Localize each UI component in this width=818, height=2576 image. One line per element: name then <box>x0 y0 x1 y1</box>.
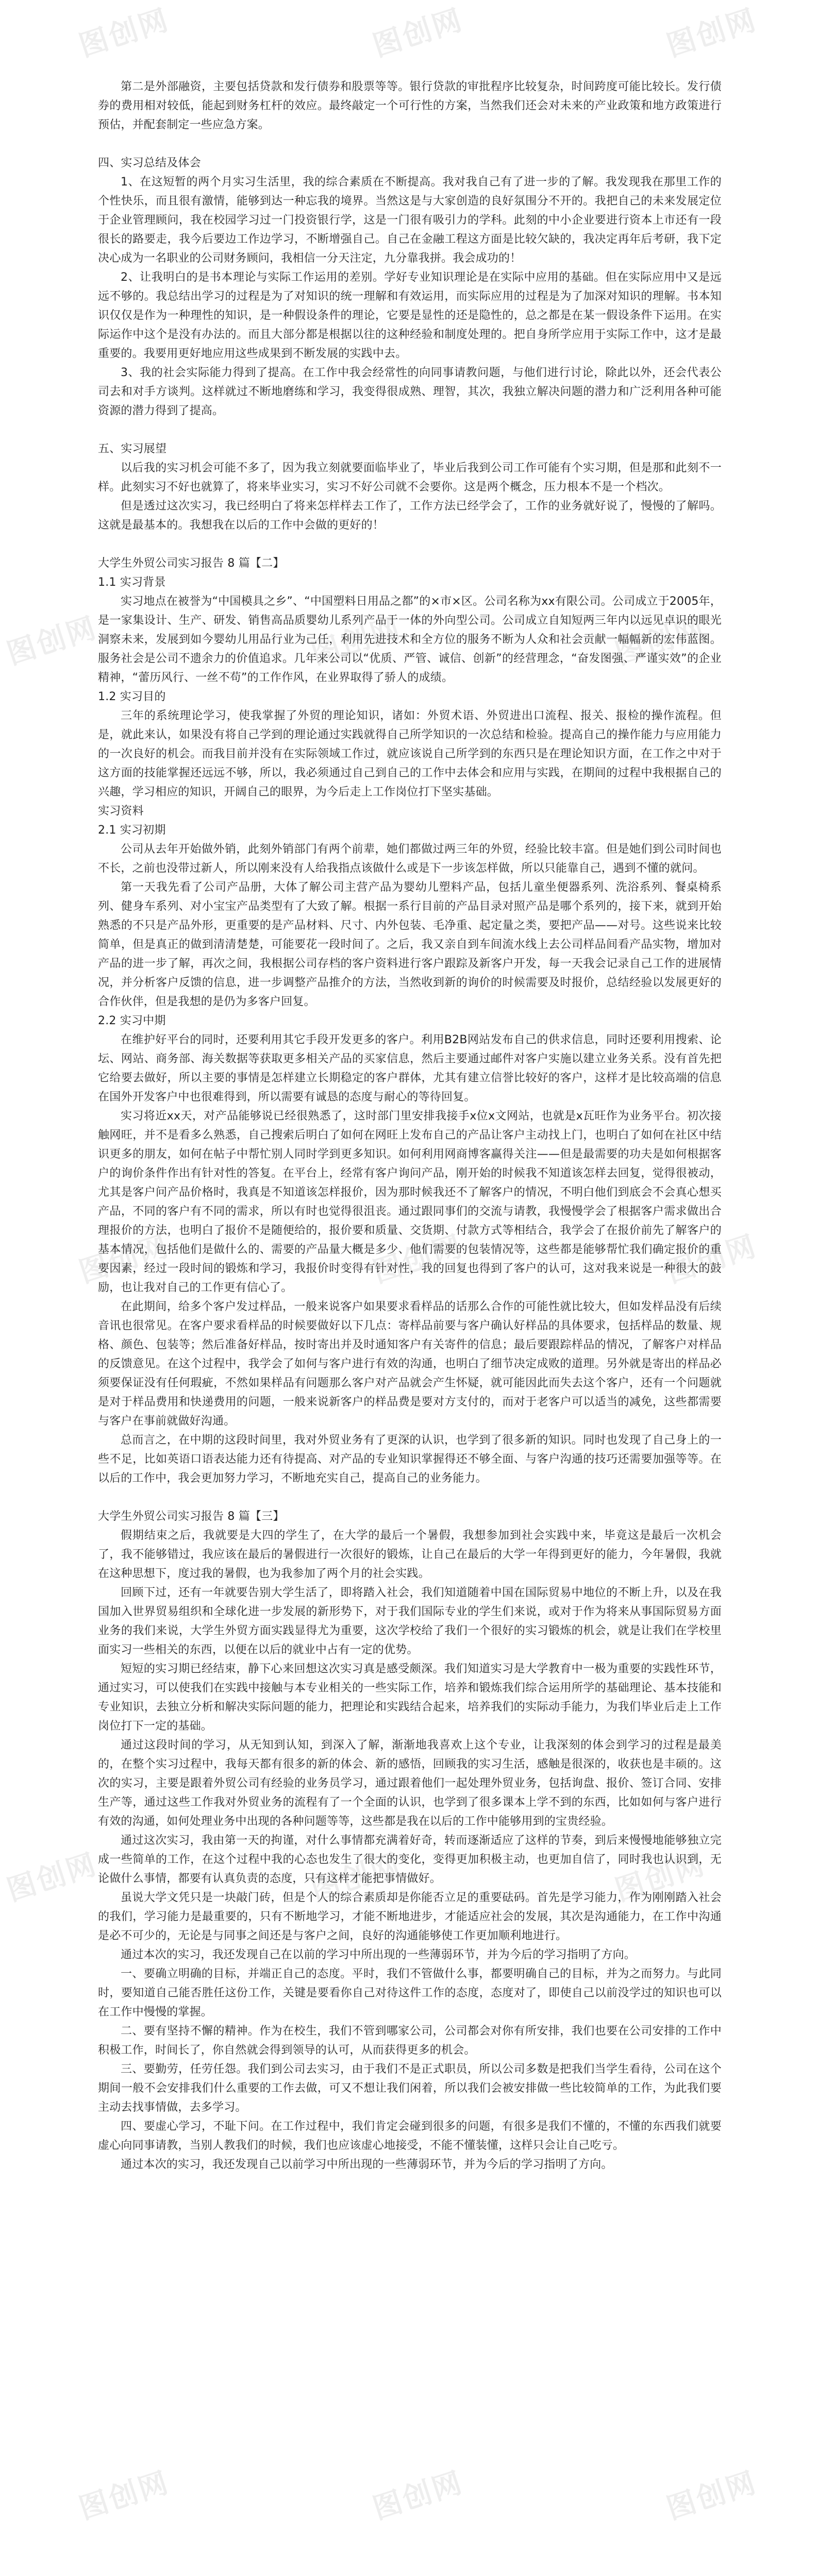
paragraph: 通过本次的实习，我还发现自己在以前的学习中所出现的一些薄弱环节，并为今后的学习指明了方向。 <box>121 1948 636 1961</box>
paragraph: 3、我的社会实际能力得到了提高。在工作中我会经常性的向同事请教问题，与他们进行讨论，除此以外，还会代表公司去和对手方谈判。这样就过不断地磨练和学习，我变得很成熟、理智，其次，我独立解决问题的潜力和广泛利用各种可能资源的潜力得到了提高。 <box>98 366 722 417</box>
watermark: 图创网 <box>75 3 174 64</box>
paragraph: 短短的实习期已经结束，静下心来回想这次实习真是感受颇深。我们知道实习是大学教育中一极为重要的实践性环节，通过实习，可以使我们在实践中接触与本专业相关的一些实际工作，培养和锻炼我们综合运用所学的基础理论、基本技能和专业知识，去独立分析和解决实际问题的能力，把理论和实践结合起来，培养我们的实际动手能力，为我们毕业后走上工作岗位打下一定的基础。 <box>98 1663 722 1733</box>
paragraph: 假期结束之后，我就要是大四的学生了，在大学的最后一个暑假，我想参加到社会实践中来，毕竟这是最后一次机会了，我不能够错过，我应该在最后的暑假进行一次很好的锻炼，让自己在最后的大学一年得到更好的能力，今年暑假，我就在这种思想下，度过我的暑假，也为我参加了两个月的社会实践。 <box>98 1529 722 1580</box>
watermark: 图创网 <box>369 3 468 64</box>
paragraph: 1、在这短暂的两个月实习生活里，我的综合素质在不断提高。我对我自己有了进一步的了解。我发现我在那里工作的个性快乐，而且很有激情，能够到达一种忘我的境界。当然这是与大家创造的良好氛围分不开的。我把自己的未来发展定位于企业管理顾问，我在校园学习过一门投资银行学，这是一门很有吸引力的学科。此刻的中小企业要进行资本上市还有一段很长的路要走，我今后要边工作边学习，不断增强自己。自己在金融工程这方面是比较欠缺的，我决定再年后考研，我下定决心成为一名职业的公司财务顾问，我相信一分天注定，九分靠我拼。我会成功的！ <box>98 176 722 265</box>
paragraph: 公司从去年开始做外销，此刻外销部门有两个前辈，她们都做过两三年的外贸，经验比较丰富。但是她们到公司时间也不长，之前也没带过新人，所以刚来没有人给我指点该做什么或是下一步该怎样做，所以只能靠自己，遇到不懂的就问。 <box>98 843 722 875</box>
watermark: 图创网 <box>369 1229 468 1290</box>
paragraph: 在此期间，给多个客户发过样品，一般来说客户如果要求看样品的话那么合作的可能性就比较大，但如发样品没有后续音讯也很常见。在客户要求看样品的时候要做好以下几点：寄样品前要与客户确认好样品的具体要求，包括样品的数量、规格、颜色、包装等；然后准备好样品，按时寄出并及时通知客户有关寄件的信息；最后要跟踪样品的情况，了解客户对样品的反馈意见。在这个过程中，我学会了如何与客户进行有效的沟通，也明白了细节决定成败的道理。另外就是寄出的样品必须要保证没有任何瑕疵，不然如果样品有问题那么客户对产品就会产生怀疑，就可能因此而失去这个客户，还有一个问题就是对于样品费用和快递费用的问题，一般来说新客户的样品费是要对方支付的，而对于老客户可以适当的减免，这些都需要与客户在事前就做好沟通。 <box>98 1300 722 1428</box>
list-item: 三、要勤劳，任劳任怨。我们到公司去实习，由于我们不是正式职员，所以公司多数是把我们当学生看待，公司在这个期间一般不会安排我们什么重要的工作去做，可又不想让我们闲着，所以我们会被安排做一些比较简单的工作，为此我们要主动去找事情做，去多学习。 <box>98 2063 722 2114</box>
subsection-heading: 1.2 实习目的 <box>98 690 166 703</box>
list-item: 一、要确立明确的目标，并端正自己的态度。平时，我们不管做什么事，都要明确自己的目标，并为之而努力。与此同时，要知道自己能否胜任这份工作，关键是要看你自己对待这件工作的态度，态度对了，即使自己以前没学过的知识也可以在工作中慢慢的掌握。 <box>98 1968 722 2019</box>
section-heading: 四、实习总结及体会 <box>98 157 201 170</box>
subsection-heading: 1.1 实习背景 <box>98 576 166 589</box>
watermark: 图创网 <box>611 611 710 672</box>
section-heading: 五、实习展望 <box>98 443 167 455</box>
watermark: 图创网 <box>662 1229 762 1290</box>
paragraph: 总而言之，在中期的这段时间里，我对外贸业务有了更深的认识，也学到了很多新的知识。同时也发现了自己身上的一些不足，比如英语口语表达能力还有待提高、对产品的专业知识掌握得还不够全面、与客户沟通的技巧还需要加强等等。在以后的工作中，我会更加努力学习，不断地充实自己，提高自己的业务能力。 <box>98 1434 722 1485</box>
paragraph: 实习地点在被誉为“中国模具之乡”、“中国塑料日用品之都”的×市×区。公司名称为xx有限公司。公司成立于2005年，是一家集设计、生产、研发、销售高品质婴幼儿系列产品于一体的外向型公司。公司成立自知短两三年内以远见卓识的眼光洞察未来，发展到如今婴幼儿用品行业为己任，利用先进技术和全方位的服务不断为人众和社会贡献一幅幅新的宏伟蓝图。服务社会是公司不遗余力的价值追求。几年来公司以“优质、严管、诚信、创新”的经营理念，“奋发图强、严谨实效”的企业精神，“蕾历风行、一丝不苟”的工作作风，在业界取得了骄人的成绩。 <box>98 595 722 684</box>
subsection-heading: 2.1 实习初期 <box>98 824 166 837</box>
paragraph: 虽说大学文凭只是一块敲门砖，但是个人的综合素质却是你能否立足的重要砝码。首先是学习能力，作为刚刚踏入社会的我们，学习能力是最重要的，只有不断地学习，才能不断地进步，才能适应社会的发展，其次是沟通能力，在工作中沟通是必不可少的，无论是与同事之间还是与客户之间，良好的沟通能够使工作更加顺利地进行。 <box>98 1891 722 1942</box>
watermark: 图创网 <box>662 2465 762 2527</box>
paragraph: 通过本次的实习，我还发现自己以前学习中所出现的一些薄弱环节，并为今后的学习指明了方向。 <box>121 2158 613 2171</box>
watermark: 图创网 <box>75 2465 174 2527</box>
watermark: 图创网 <box>3 611 102 672</box>
watermark: 图创网 <box>75 1229 174 1290</box>
paragraph: 但是透过这次实习，我已经明白了将来怎样样去工作了，工作方法已经学会了，工作的业务就好说了，慢慢的了解吗。这就是最基本的。我想我在以后的工作中会做的更好的！ <box>98 500 722 532</box>
paragraph: 通过这次实习，我由第一天的拘谨，对什么事情都充满着好奇，转而逐渐适应了这样的节奏，到后来慢慢地能够独立完成一些简单的工作，在这个过程中我的心态也发生了很大的变化，变得更加积极主动，也更加自信了，同时我也认识到，无论做什么事情，都要有认真负责的态度，只有这样才能把事情做好。 <box>98 1834 722 1885</box>
watermark: 图创网 <box>307 1847 406 1908</box>
list-item: 四、要虚心学习，不耻下问。在工作过程中，我们肯定会碰到很多的问题，有很多是我们不懂的，不懂的东西我们就要虚心向同事请教，当别人教我们的时候，我们也应该虚心地接受，不能不懂装懂，这样只会让自己吃亏。 <box>98 2120 722 2152</box>
section-heading: 实习资料 <box>98 805 144 818</box>
paragraph: 第一天我先看了公司产品册，大体了解公司主营产品为婴幼儿塑料产品，包括儿童坐便器系列、洗浴系列、餐桌椅系列、健身车系列、对小宝宝产品类型有了大致了解。根据一系行目前的产品目录对照产品是哪个系列的，接下来，就到开始熟悉的不只是产品外形，更重要的是产品材料、尺寸、内外包装、毛净重、起定量之类，要把产品——对号。这些说来比较简单，但是真正的做到清清楚楚，可能要花一段时间了。之后，我又亲自到车间流水线上去公司样品间看产品实物，增加对产品的进一步了解，再次之间，我根据公司存档的客户资料进行客户跟踪及新客户开发，每一天我会记录自己工作的进展情况，并分析客户反馈的信息，进一步调整产品推介的方法，当然收到新的询价的时候需要及时报价，总结经验以发展更好的合作伙伴，但是我想的是仍为多客户回复。 <box>98 881 722 1008</box>
subsection-heading: 2.2 实习中期 <box>98 1014 166 1027</box>
paragraph: 回顾下过，还有一年就要告别大学生活了，即将踏入社会，我们知道随着中国在国际贸易中地位的不断上升，以及在我国加入世界贸易组织和全球化进一步发展的新形势下，对于我们国际专业的学生们来说，或对于作为将来从事国际贸易方面业务的我们来说，大学生外贸方面实践显得尤为重要，这次学校给了我们一个很好的实习锻炼的机会，就是让我们在学校里面实习一些相关的东西，以便在以后的就业中占有一定的优势。 <box>98 1586 722 1656</box>
paragraph: 在维护好平台的同时，还要利用其它手段开发更多的客户。利用B2B网站发布自己的供求信息，同时还要利用搜索、论坛、网站、商务部、海关数据等获取更多相关产品的买家信息，然后主要通过邮件对客户实施以建立业务关系。没有首先把它给要去做好，所以主要的事情是怎样建立长期稳定的客户群体，尤其有建立信誉比较好的客户，这样才是比较高端的信息在国外开发客户中也很难得到，所以需要有诚恳的态度与耐心的等待回复。 <box>98 1033 722 1104</box>
paragraph: 三年的系统理论学习，使我掌握了外贸的理论知识，诸如：外贸术语、外贸进出口流程、报关、报检的操作流程。但是，就此来认，如果没有将自己学到的理论通过实践就得自己所学知识的一次总结和检验。提高自己的操作能力与应用能力的一次良好的机会。而我目前并没有在实际领域工作过，就应该说自己所学到的东西只是在理论知识方面，在工作之中对于这方面的技能掌握还远远不够，所以，我必须通过自己到自己的工作中去体会和应用与实践，在期间的过程中我根据自己的兴趣，学习相应的知识，开阔自己的眼界，为今后走上工作岗位打下坚实基础。 <box>98 709 722 799</box>
document-page <box>98 77 722 2174</box>
watermark: 图创网 <box>307 611 406 672</box>
report-title: 大学生外贸公司实习报告 8 篇【三】 <box>98 1510 285 1523</box>
watermark: 图创网 <box>611 1847 710 1908</box>
paragraph: 第二是外部融资，主要包括贷款和发行债券和股票等等。银行贷款的审批程序比较复杂，时间跨度可能比较长。发行债券的费用相对较低，能起到财务杠杆的效应。最终敲定一个可行性的方案，当然我们还会对未来的产业政策和地方政策进行预估，并配套制定一些应急方案。 <box>98 80 722 131</box>
report-title: 大学生外贸公司实习报告 8 篇【二】 <box>98 557 285 570</box>
paragraph: 实习将近xx天，对产品能够说已经很熟悉了，这时部门里安排我接手x位x文网站，也就是x瓦旺作为业务平台。初次接触网旺，并不是看多么熟悉，自己搜索后明白了如何在网旺上发布自己的产品让客户主动找上门，也明白了如何在社区中结识更多的朋友，如何在帖子中帮忙别人同时学到更多知识。如何利用网商博客赢得关注——但是最需要的功夫是如何根据客户的询价条件作出有针对性的答复。在平台上，经常有客户询问产品，刚开始的时候我不知道该怎样去回复，觉得很被动，尤其是客户问产品价格时，我真是不知道该怎样报价，因为那时候我还不了解客户的情况，不明白他们到底会不会真心想买产品，不同的客户有不同的需求，所以有时也觉得很沮丧。通过跟同事们的交流与请教，我慢慢学会了根据客户需求做出合理报价的方法，也明白了报价不是随便给的，报价要和质量、交货期、付款方式等相结合，我学会了在报价前先了解客户的基本情况，包括他们是做什么的、需要的产品量大概是多少、他们需要的包装情况等，这些都是能够帮忙我们确定报价的重要因素，经过一段时间的锻炼和学习，我报价时变得有针对性，我的回复也得到了客户的认可，这对我来说是一种很大的鼓励，也让我对自己的工作更有信心了。 <box>98 1110 722 1294</box>
paragraph: 2、让我明白的是书本理论与实际工作运用的差别。学好专业知识理论是在实际中应用的基础。但在实际应用中又是远远不够的。我总结出学习的过程是为了对知识的统一理解和有效运用，而实际应用的过程是为了加深对知识的理解。书本知识仅仅是作为一种理性的知识，是一种假设条件的理论，它要是显性的还是隐性的，总之都是在某一假设条件下运用。在实际运作中这个是没有办法的。而且大部分都是根据以往的这种经验和制度处理的。把自身所学应用于实际工作中，这才是最重要的。我要用更好地应用这些成果到不断发展的实践中去。 <box>98 271 722 360</box>
paragraph: 以后我的实习机会可能不多了，因为我立刻就要面临毕业了，毕业后我到公司工作可能有个实习期，但是那和此刻不一样。此刻实习不好也就算了，将来毕业实习，实习不好公司就不会要你。这是两个概念，压力根本不是一个档次。 <box>98 462 722 494</box>
watermark: 图创网 <box>3 1847 102 1908</box>
watermark: 图创网 <box>369 2465 468 2527</box>
paragraph: 通过这段时间的学习，从无知到认知，到深入了解，渐渐地我喜欢上这个专业，让我深刻的体会到学习的过程是最美的，在整个实习过程中，我每天都有很多的新的体会、新的感悟，回顾我的实习生活，感触是很深的，收获也是丰硕的。这次的实习，主要是跟着外贸公司有经验的业务员学习，通过跟着他们一起处理外贸业务，包括询盘、报价、签订合同、安排生产等，通过这些工作我对外贸业务的流程有了一个全面的认识，也学到了很多课本上学不到的东西，比如如何与客户进行有效的沟通，如何处理业务中出现的各种问题等等，这些都是我在以后的工作中能够用到的宝贵经验。 <box>98 1739 722 1828</box>
watermark: 图创网 <box>662 3 762 64</box>
list-item: 二、要有坚持不懈的精神。作为在校生，我们不管到哪家公司，公司都会对你有所安排，我们也要在公司安排的工作中积极工作，时间长了，你自然就会得到领导的认可，从而获得更多的机会。 <box>98 2025 722 2057</box>
